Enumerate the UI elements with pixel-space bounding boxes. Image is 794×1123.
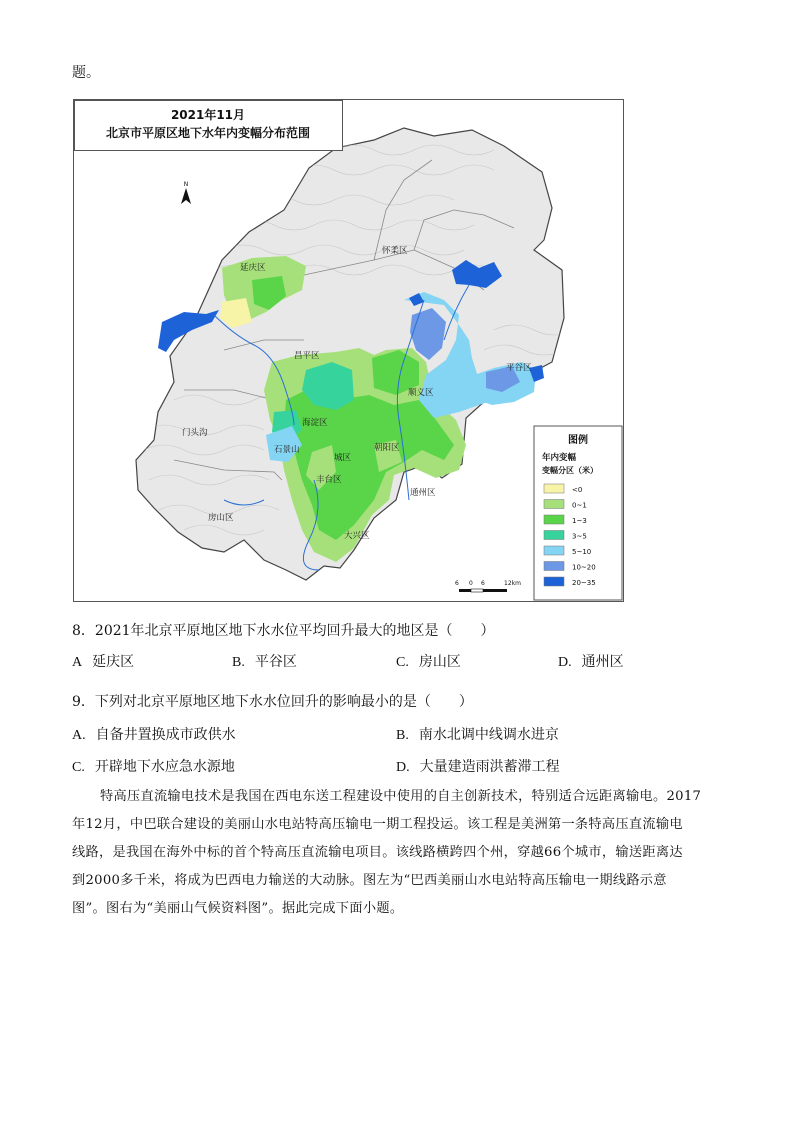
q9-option-c-key: C. [72,760,85,775]
legend-label: 10~20 [572,563,596,572]
label-huairou: 怀柔区 [382,246,408,256]
legend-label: 0~1 [572,501,587,510]
scale-tick-2: 6 [481,580,485,587]
label-shunyi: 顺义区 [408,388,434,398]
legend-label: 20~35 [572,579,596,587]
map-title-line2: 北京市平原区地下水年内变幅分布范围 [105,126,311,140]
reading-passage [72,783,722,923]
legend-title: 图例 [568,435,588,446]
q8-option-c [396,651,461,671]
groundwater-map [73,99,624,602]
passage-line: 线路，是我国在海外中标的首个特高压直流输电项目。该线路横跨四个州，穿越66个城市，输送距离达 [72,845,683,860]
q8-option-a-text: 延庆区 [92,654,135,670]
scale-bar [455,580,521,592]
legend-swatch [544,546,564,555]
question-9-stem: 9．下列对北京平原地区地下水水位回升的影响最小的是（ ） [72,694,473,710]
legend-label: 1~3 [572,517,587,525]
q8-option-b [232,651,297,671]
passage-line: 特高压直流输电技术是我国在西电东送工程建设中使用的自主创新技术，特别适合远距离输电。2017 [100,789,702,804]
label-chaoyang: 朝阳区 [374,443,400,453]
q8-option-d [558,651,624,671]
q9-option-b-key: B. [396,728,409,743]
q9-option-b-text: 南水北调中线调水进京 [418,727,559,743]
q9-option-d-key: D. [396,760,410,775]
label-fengtai: 丰台区 [316,475,342,485]
q9-option-a-text: 自备井置换成市政供水 [95,727,236,743]
scale-tick-0: 6 [455,580,459,587]
q9-option-d-text: 大量建造雨洪蓄滞工程 [419,759,560,775]
q9-option-b [396,724,559,744]
label-daxing: 大兴区 [344,531,370,541]
label-chengqu: 城区 [334,453,352,463]
north-label: N [183,181,189,188]
q9-option-a [72,724,236,744]
legend-subtitle2: 变幅分区（米） [542,466,598,475]
label-changping: 昌平区 [294,351,320,361]
label-shijingshan: 石景山 [274,445,300,455]
legend-label: 3~5 [572,532,587,541]
north-arrow-icon [181,181,191,204]
q8-option-c-text: 房山区 [418,654,461,670]
legend-label: <0 [572,486,583,494]
question-8-stem: 8．2021年北京平原地区地下水水位平均回升最大的地区是（ ） [72,623,495,639]
label-pinggu: 平谷区 [506,363,532,373]
label-tongzhou: 通州区 [410,488,436,498]
map-title-line1: 2021年11月 [170,108,246,122]
label-mentougou: 门头沟 [182,428,208,438]
scale-tick-3: 12km [504,580,521,587]
legend [534,426,622,600]
legend-subtitle1: 年内变幅 [542,453,577,463]
q8-option-a [72,651,134,671]
map-figure [74,100,623,601]
q9-option-c-text: 开辟地下水应急水源地 [94,759,235,775]
legend-swatch [544,515,564,524]
q8-option-d-text: 通州区 [581,654,624,670]
legend-swatch [544,484,564,493]
passage-line: 到2000多千米，将成为巴西电力输送的大动脉。图左为“巴西美丽山水电站特高压输电一期线路示意 [72,873,667,888]
passage-line: 图”。图右为“美丽山气候资料图”。据此完成下面小题。 [72,901,404,916]
legend-swatch [544,562,564,571]
previous-text-fragment: 题。 [72,65,100,81]
legend-swatch [544,577,564,586]
label-fangshan: 房山区 [208,513,234,523]
legend-label: 5~10 [572,548,592,556]
q9-option-d [396,756,560,776]
q8-option-c-key: C. [396,655,409,670]
q8-option-b-key: B. [232,655,245,670]
label-haidian: 海淀区 [302,418,328,428]
legend-swatch [544,531,564,540]
q9-option-c [72,756,235,776]
q8-option-d-key: D. [558,655,572,670]
q8-option-b-text: 平谷区 [254,654,297,670]
passage-line: 年12月，中巴联合建设的美丽山水电站特高压输电一期工程投运。该工程是美洲第一条特高压直流输电 [72,817,683,832]
label-yanqing: 延庆区 [240,263,266,273]
q9-option-a-key: A. [72,728,86,743]
q8-option-a-key: A [72,655,83,670]
legend-swatch [544,500,564,509]
scale-tick-1: 0 [469,580,473,587]
